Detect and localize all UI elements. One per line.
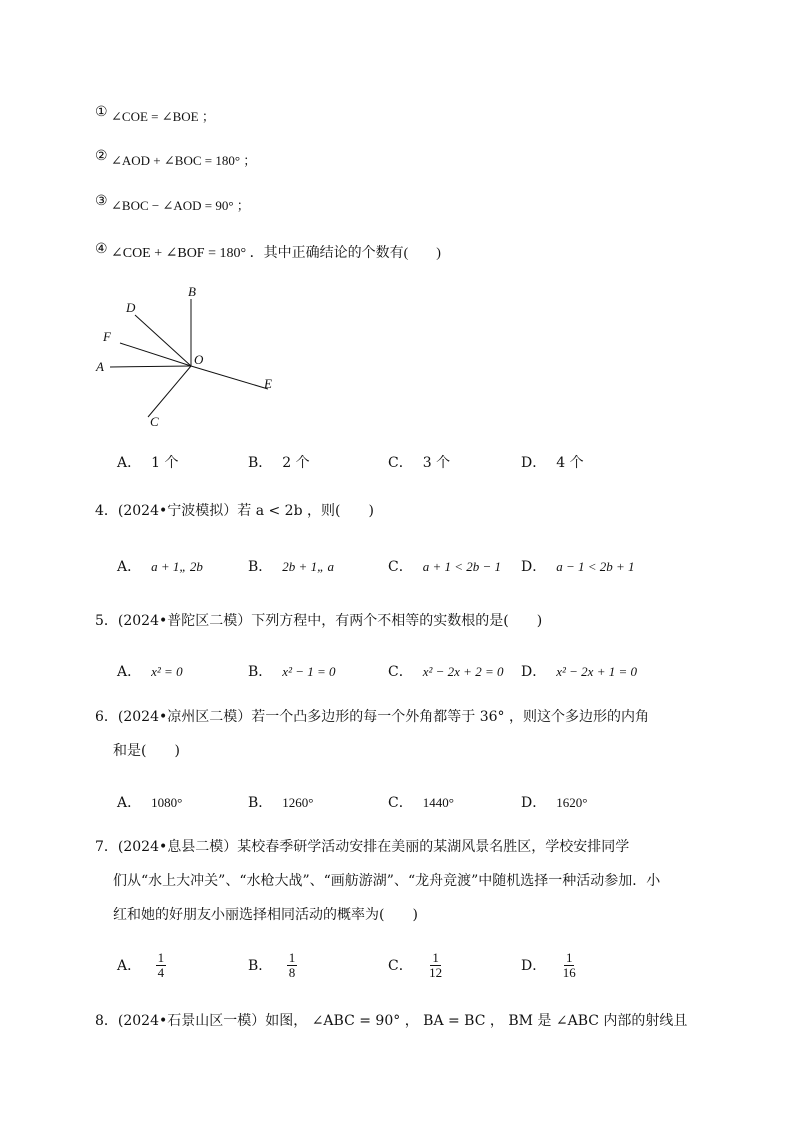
q6-option-d: D． 1620°: [521, 795, 588, 811]
q8-stem: 8．(2024•石景山区一模）如图， ∠ABC = 90° ， BA = BC ， BM 是 ∠ABC 内部的射线且: [95, 1013, 688, 1029]
q6-option-c: C． 1440°: [388, 795, 454, 811]
q4-stem: 4．(2024•宁波模拟）若 a < 2b ，则( ): [95, 503, 374, 519]
q3-option-d: D． 4 个: [521, 455, 584, 471]
q7-fraction-d: $\frac{1}{16}$: [562, 950, 576, 980]
q7-option-c: C． $\frac{1}{12}$: [388, 950, 443, 980]
conclusion-2: ②: [95, 148, 108, 164]
q3-option-c: C． 3 个: [388, 455, 451, 471]
conclusion-3: ③: [95, 193, 108, 209]
q7-fraction-b: $\frac{1}{8}$: [288, 950, 296, 980]
q4-option-b: B． 2b + 1„ a: [248, 559, 335, 575]
q5-option-d: D． x² − 2x + 1 = 0: [521, 664, 637, 680]
ray-of: [120, 343, 191, 366]
q5-option-b: B． x² − 1 = 0: [248, 664, 336, 680]
q7-option-a: A． $\frac{1}{4}$: [117, 950, 165, 980]
conclusion-1-text: ∠COE = ∠BOE ；: [111, 109, 215, 124]
q6-stem-line2: 和是( ): [113, 743, 180, 759]
conclusion-2-text: ∠AOD + ∠BOC = 180° ；: [111, 153, 257, 168]
ray-oa: [110, 366, 191, 367]
label-o: O: [194, 352, 204, 367]
q7-fraction-a: $\frac{1}{4}$: [157, 950, 165, 980]
q7-fraction-c: $\frac{1}{12}$: [429, 950, 443, 980]
conclusion-4-text: ∠COE + ∠BOF = 180° ．其中正确结论的个数有( ): [111, 246, 441, 261]
label-d: D: [126, 300, 136, 315]
ray-od: [135, 315, 191, 366]
conclusion-3-text: ∠BOC − ∠AOD = 90° ；: [111, 198, 250, 213]
q4-option-a: A． a + 1„ 2b: [117, 559, 203, 575]
q7-option-b: B． $\frac{1}{8}$: [248, 950, 296, 980]
ray-oe: [191, 366, 268, 389]
label-f: F: [103, 329, 111, 344]
q5-stem: 5．(2024•普陀区二模）下列方程中，有两个不相等的实数根的是( ): [95, 613, 543, 629]
q3-option-b: B． 2 个: [248, 455, 310, 471]
q6-option-b: B． 1260°: [248, 795, 314, 811]
q5-option-c: C． x² − 2x + 2 = 0: [388, 664, 504, 680]
q5-option-a: A． x² = 0: [117, 664, 183, 680]
ray-oc: [148, 366, 191, 417]
q3-option-a: A． 1 个: [117, 455, 179, 471]
label-c: C: [150, 414, 159, 429]
q7-stem-line1: 7．(2024•息县二模）某校春季研学活动安排在美丽的某湖风景名胜区，学校安排同学: [95, 839, 630, 855]
q7-option-d: D． $\frac{1}{16}$: [521, 950, 576, 980]
q7-stem-line3: 红和她的好朋友小丽选择相同活动的概率为( ): [113, 907, 418, 923]
conclusion-4: ④: [95, 241, 108, 257]
q6-stem-line1: 6．(2024•凉州区二模）若一个凸多边形的每一个外角都等于 36° ，则这个多边形的内角: [95, 709, 649, 725]
q6-option-a: A． 1080°: [117, 795, 183, 811]
q4-option-c: C． a + 1 < 2b − 1: [388, 559, 502, 575]
label-e: E: [264, 376, 272, 391]
q4-option-d: D． a − 1 < 2b + 1: [521, 559, 635, 575]
label-b: B: [188, 284, 196, 299]
angle-figure: [90, 280, 290, 435]
q7-stem-line2: 们从“水上大冲关”、“水枪大战”、“画舫游湖”、“龙舟竞渡”中随机选择一种活动参加．小: [113, 873, 661, 889]
conclusion-1: ①: [95, 104, 108, 120]
label-a: A: [96, 359, 104, 374]
